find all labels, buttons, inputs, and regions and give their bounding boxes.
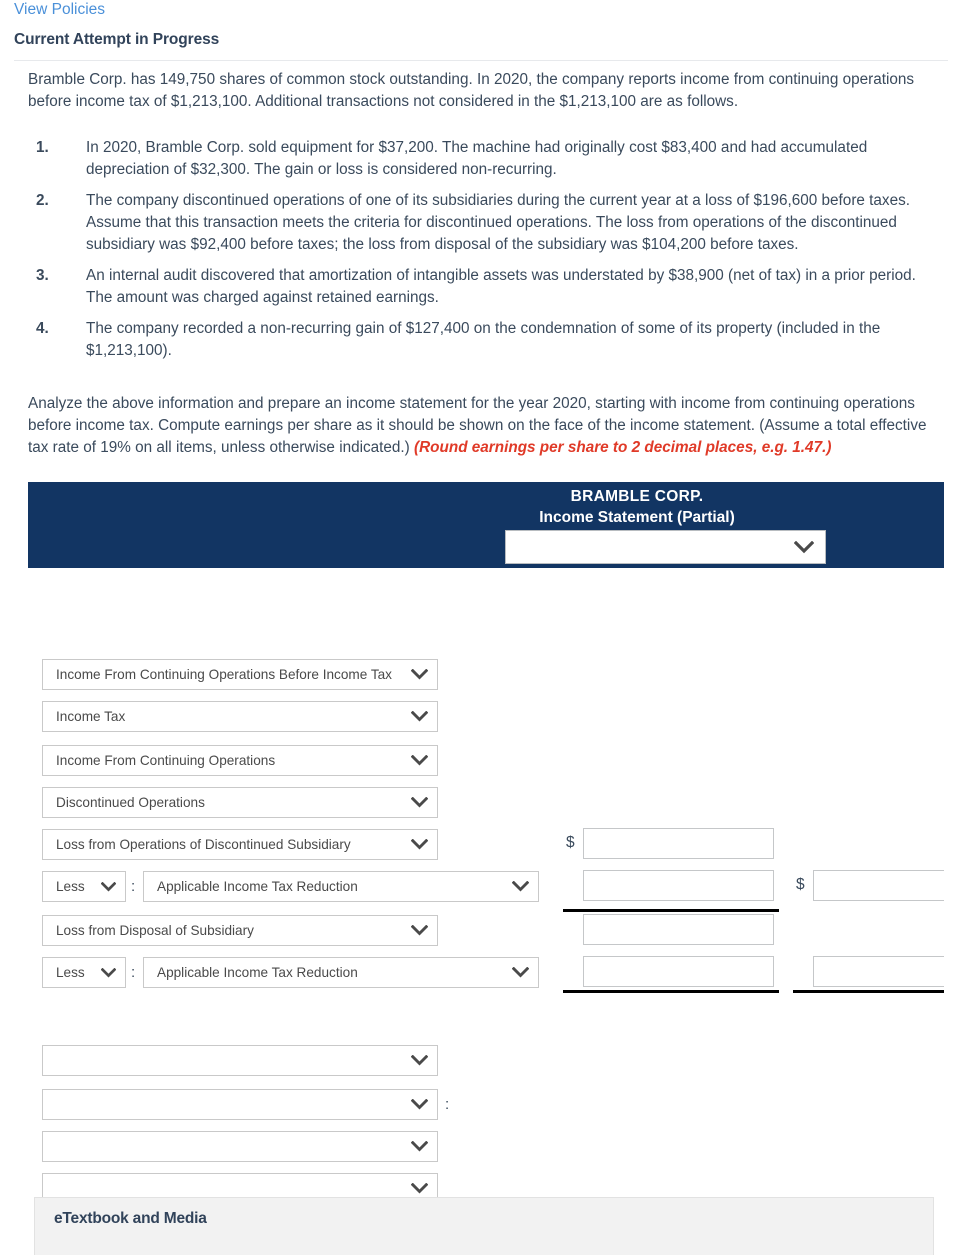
dollar-sign-col2: $ (796, 876, 805, 893)
tax-reduction-select-2[interactable] (143, 957, 539, 988)
statement-body (28, 568, 944, 1222)
tax-reduction-label-1: Applicable Income Tax Reduction (157, 879, 358, 894)
chevron-down-icon (101, 872, 116, 901)
chevron-down-icon (411, 830, 428, 859)
amount-input-col1-row7[interactable] (583, 914, 774, 945)
less-label-2: Less (56, 965, 85, 980)
amount-input-col2-row6[interactable] (813, 870, 944, 901)
list-item-text: The company discontinued operations of one of its subsidiaries during the current year at a loss of $196,600 before taxes. Assume that this transaction meets the criteria for discontinued operations. The loss from operations of the discontinued subsidiary was $92,400 before taxes; the loss from disposal of the subsidiary was $104,200 before taxes. (86, 192, 910, 253)
line-item-select-6[interactable] (42, 915, 438, 946)
line-item-select-5[interactable] (42, 829, 438, 860)
amount-input-col1-row6[interactable] (583, 870, 774, 901)
chevron-down-icon (101, 958, 116, 987)
separator-colon-1: : (131, 878, 136, 895)
list-item-text: In 2020, Bramble Corp. sold equipment for $37,200. The machine had originally cost $83,400 and had accumulated depreciation of $32,300. The gain or loss is considered non-recurring. (86, 139, 868, 178)
separator-colon-2: : (131, 964, 136, 981)
tax-reduction-label-2: Applicable Income Tax Reduction (157, 965, 358, 980)
line-item-select-8[interactable] (42, 1089, 438, 1120)
line-item-label-2: Income Tax (56, 709, 126, 724)
less-label-1: Less (56, 879, 85, 894)
current-attempt-heading: Current Attempt in Progress (14, 31, 220, 48)
rounding-note: (Round earnings per share to 2 decimal places, e.g. 1.47.) (414, 439, 832, 456)
list-item-marker: 1. (36, 139, 49, 156)
list-item-marker: 4. (36, 320, 49, 337)
view-policies-link[interactable]: View Policies (14, 1, 106, 18)
amount-input-col1-row8[interactable] (583, 956, 774, 987)
problem-intro-text: Bramble Corp. has 149,750 shares of common stock outstanding. In 2020, the company reports income from continuing operations before income tax of $1,213,100. Additional transactions not considered in the $1,213,100 are as follows. (28, 71, 915, 110)
chevron-down-icon (512, 958, 529, 987)
list-item (28, 190, 934, 256)
analyze-text: Analyze the above information and prepare an income statement for the year 2020, starting with income from continuing operations before income tax. Compute earnings per share as it should be shown on the face of the income statement. (Assume a total effective tax rate of 19% on all items, unless otherwise indicated.) (28, 395, 927, 456)
chevron-down-icon (411, 702, 428, 731)
line-item-select-7[interactable] (42, 1045, 438, 1076)
dollar-sign-col1: $ (566, 834, 575, 851)
line-item-label-5: Loss from Operations of Discontinued Subsidiary (56, 837, 351, 852)
etextbook-media-label: eTextbook and Media (54, 1210, 207, 1227)
subtotal-rule-col1-b (563, 990, 779, 993)
company-name: BRAMBLE CORP. (570, 488, 704, 505)
line-item-select-2[interactable] (42, 701, 438, 732)
line-item-select-1[interactable] (42, 659, 438, 690)
problem-item-list (28, 137, 934, 371)
less-select-1[interactable] (42, 871, 126, 902)
line-item-select-9[interactable] (42, 1131, 438, 1162)
list-item-marker: 2. (36, 192, 49, 209)
chevron-down-icon (794, 531, 814, 563)
line-item-label-4: Discontinued Operations (56, 795, 205, 810)
etextbook-media-panel (34, 1197, 934, 1255)
statement-title: Income Statement (Partial) (539, 509, 735, 526)
list-item (28, 137, 934, 181)
subtotal-rule-col2 (793, 990, 944, 993)
line-item-select-3[interactable] (42, 745, 438, 776)
amount-input-col1-row5[interactable] (583, 828, 774, 859)
list-item-text: The company recorded a non-recurring gain of $127,400 on the condemnation of some of its property (included in the $1,213,100). (86, 320, 881, 359)
list-item (28, 318, 934, 362)
chevron-down-icon (411, 1046, 428, 1075)
header-divider (14, 60, 948, 61)
analyze-instructions (28, 393, 934, 459)
list-item (28, 265, 934, 309)
chevron-down-icon (512, 872, 529, 901)
chevron-down-icon (411, 1132, 428, 1161)
tax-reduction-select-1[interactable] (143, 871, 539, 902)
amount-input-col2-row8[interactable] (813, 956, 944, 987)
income-statement-card (28, 482, 944, 1222)
chevron-down-icon (411, 788, 428, 817)
line-item-label-6: Loss from Disposal of Subsidiary (56, 923, 254, 938)
chevron-down-icon (411, 660, 428, 689)
list-item-text: An internal audit discovered that amortization of intangible assets was understated by $38,900 (net of tax) in a prior period. The amount was charged against retained earnings. (86, 267, 916, 306)
subtotal-rule-col1-a (563, 909, 779, 912)
line-item-label-1: Income From Continuing Operations Before Income Tax (56, 667, 392, 682)
chevron-down-icon (411, 916, 428, 945)
chevron-down-icon (411, 746, 428, 775)
separator-colon-3: : (445, 1096, 450, 1113)
period-select[interactable] (505, 530, 826, 564)
list-item-marker: 3. (36, 267, 49, 284)
line-item-select-4[interactable] (42, 787, 438, 818)
chevron-down-icon (411, 1090, 428, 1119)
statement-header (28, 482, 944, 568)
line-item-label-3: Income From Continuing Operations (56, 753, 276, 768)
less-select-2[interactable] (42, 957, 126, 988)
